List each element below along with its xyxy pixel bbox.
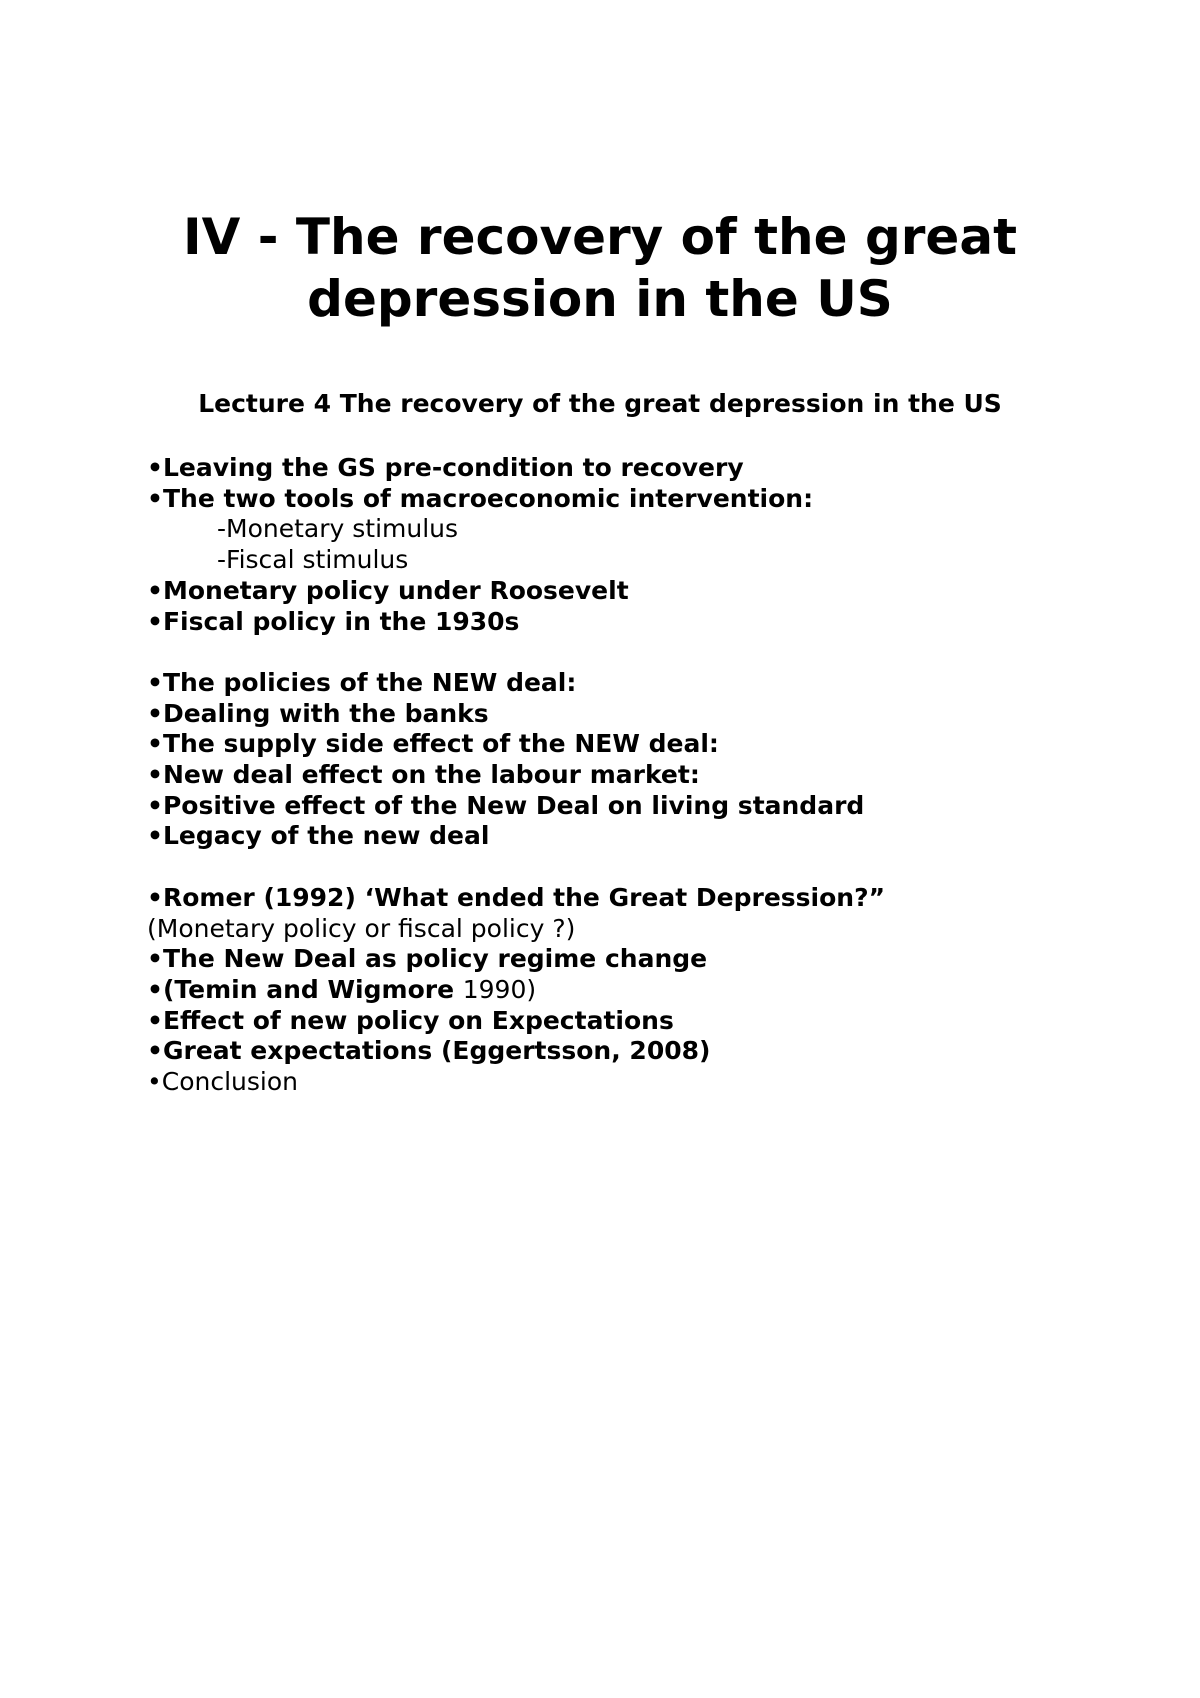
outline-item-great-expectations: •Great expectations (Eggertsson, 2008) (147, 1036, 711, 1066)
outline-item-living-standard: •Positive effect of the New Deal on living standard (147, 790, 865, 820)
outline-item-romer-note: (Monetary policy or fiscal policy ?) (147, 913, 576, 943)
outline-item-temin-wigmore (147, 975, 1107, 1006)
outline-item-leaving-gs: •Leaving the GS pre-condition to recovery (147, 453, 744, 482)
outline-item-dealing-with-banks: •Dealing with the banks (147, 698, 489, 728)
outline-item-legacy: •Legacy of the new deal (147, 821, 490, 851)
temin-wigmore-authors: •(Temin and Wigmore (147, 974, 463, 1004)
lecture-outline (147, 453, 1107, 1098)
outline-item-monetary-policy-roosevelt: •Monetary policy under Roosevelt (147, 575, 629, 605)
outline-spacer (147, 852, 1107, 883)
page-title (0, 206, 1200, 330)
outline-item-expectations: •Effect of new policy on Expectations (147, 1005, 674, 1035)
outline-item-romer-1992: •Romer (1992) ‘What ended the Great Depression?” (147, 882, 886, 912)
outline-spacer (147, 637, 1107, 668)
outline-item-conclusion: •Conclusion (147, 1067, 298, 1097)
outline-subitem-monetary-stimulus: -Monetary stimulus (217, 514, 459, 544)
outline-item-labour-market: •New deal effect on the labour market: (147, 760, 700, 790)
outline-item-new-deal-policies: •The policies of the NEW deal: (147, 667, 577, 697)
page-title-line-1: IV - The recovery of the great (183, 208, 1017, 266)
page-title-line-2: depression in the US (307, 270, 893, 328)
outline-item-two-tools: •The two tools of macroeconomic intervention: (147, 483, 814, 513)
lecture-subtitle: Lecture 4 The recovery of the great depression in the US (198, 389, 1002, 418)
outline-subitem-fiscal-stimulus: -Fiscal stimulus (217, 545, 409, 575)
outline-item-supply-side-effect: •The supply side effect of the NEW deal: (147, 729, 719, 759)
temin-wigmore-year: 1990) (462, 974, 537, 1004)
outline-item-policy-regime-change: •The New Deal as policy regime change (147, 944, 708, 974)
outline-item-fiscal-policy-1930s: •Fiscal policy in the 1930s (147, 606, 520, 636)
